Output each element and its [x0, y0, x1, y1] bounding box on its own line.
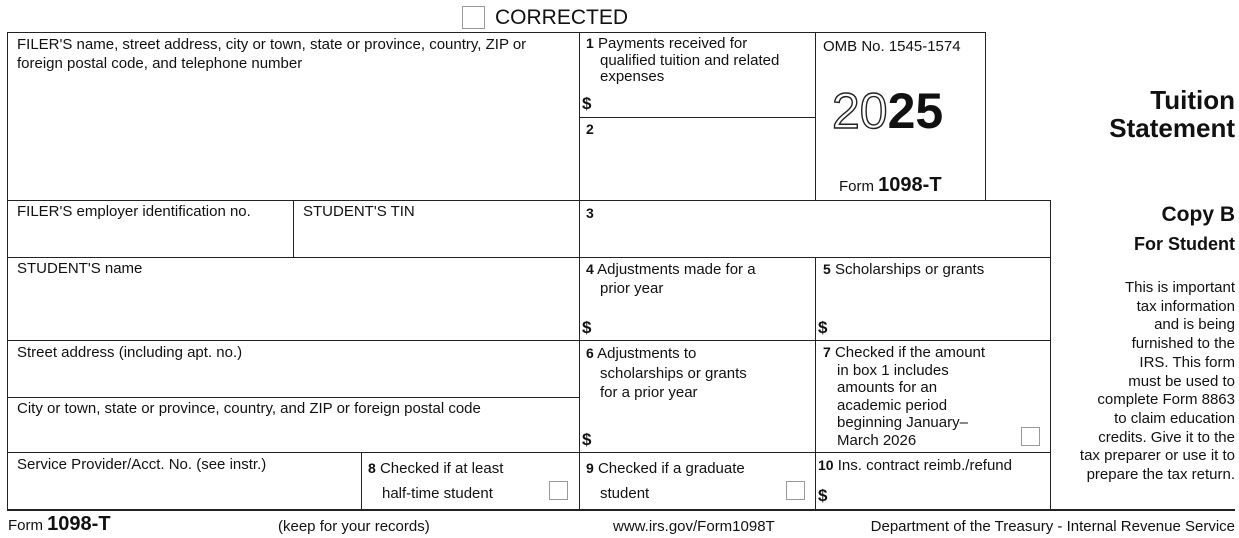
omb-right-border — [985, 32, 986, 200]
box7-number: 7 — [823, 344, 831, 360]
col2-right-border-bottom — [815, 257, 816, 509]
box1-line1: Payments received for — [597, 35, 748, 52]
form-title — [1109, 86, 1235, 142]
ein-tin-divider — [293, 200, 294, 257]
box7-label — [823, 344, 985, 449]
box10-label — [818, 456, 1012, 475]
form-title-line2: Statement — [1109, 113, 1235, 143]
box8-line2: half-time student — [382, 485, 493, 502]
box4-number: 4 — [586, 261, 594, 277]
box6-line3: for a prior year — [600, 384, 698, 401]
footer-keep-note: (keep for your records) — [278, 518, 430, 535]
box4-line1: Adjustments made for a — [597, 261, 756, 278]
box10-line1: Ins. contract reimb./refund — [837, 457, 1012, 474]
box1-label — [586, 35, 779, 86]
form-title-line1: Tuition — [1150, 85, 1235, 115]
copy-notice — [1050, 279, 1235, 485]
box8-checkbox[interactable] — [549, 481, 568, 500]
student-city-label: City or town, state or province, country, and ZIP or foreign postal code — [17, 400, 481, 417]
box4-line2: prior year — [600, 280, 664, 297]
tax-year-light: 20 — [832, 83, 888, 139]
box10-number: 10 — [818, 457, 834, 473]
omb-form-id — [839, 174, 942, 198]
omb-form-number: 1098-T — [878, 174, 942, 196]
box9-label — [586, 456, 745, 506]
copy-notice-line: must be used to — [1128, 372, 1235, 390]
box2-number: 2 — [586, 121, 594, 137]
box1-bottom-border — [579, 117, 815, 118]
street-bottom-border — [7, 397, 579, 398]
copy-notice-line: This is important — [1124, 279, 1235, 296]
box7-line3: amounts for an — [837, 379, 938, 396]
box5-label — [823, 260, 984, 279]
copy-notice-line: furnished to the — [1131, 335, 1235, 353]
row4-bottom-border — [7, 452, 1050, 453]
student-tin-label: STUDENT'S TIN — [303, 203, 415, 220]
form-left-border — [7, 32, 8, 509]
service-box8-divider — [361, 452, 362, 509]
box8-label — [368, 456, 503, 506]
copy-subtitle: For Student — [1134, 234, 1235, 254]
box7-line2: in box 1 includes — [837, 361, 949, 379]
footer-form-id — [8, 513, 111, 537]
row3-bottom-border — [7, 340, 1050, 341]
row2-bottom-border — [7, 257, 1050, 258]
box5-number: 5 — [823, 261, 831, 277]
form-bottom-border — [7, 509, 1235, 511]
box10-dollar: $ — [818, 486, 828, 505]
box1-number: 1 — [586, 35, 594, 51]
copy-notice-line: tax information — [1136, 297, 1235, 315]
omb-form-prefix: Form — [839, 178, 874, 195]
copy-notice-line: and is being — [1154, 316, 1235, 334]
filer-ein-label: FILER'S employer identification no. — [17, 203, 251, 220]
box4-dollar: $ — [582, 318, 592, 337]
box1-dollar: $ — [582, 94, 592, 113]
footer-url[interactable]: www.irs.gov/Form1098T — [613, 518, 775, 535]
footer-form-prefix: Form — [8, 517, 43, 534]
service-provider-label: Service Provider/Acct. No. (see instr.) — [17, 456, 267, 473]
footer-form-number: 1098-T — [47, 513, 111, 535]
tax-year — [832, 84, 943, 138]
box6-label — [586, 344, 747, 403]
corrected-checkbox[interactable] — [462, 6, 485, 29]
student-name-label: STUDENT'S name — [17, 260, 143, 277]
copy-notice-line: IRS. This form — [1139, 353, 1235, 371]
row1-bottom-border — [7, 200, 1050, 201]
copy-notice-line: credits. Give it to the — [1098, 428, 1235, 446]
copy-notice-line: prepare the tax return. — [1086, 466, 1235, 484]
copy-notice-line: to claim education — [1114, 409, 1235, 427]
box1-line3: expenses — [600, 68, 665, 85]
box9-line1: Checked if a graduate — [597, 460, 745, 477]
corrected-label: CORRECTED — [495, 6, 629, 29]
box4-label — [586, 260, 756, 298]
box8-number: 8 — [368, 460, 376, 476]
box3-number: 3 — [586, 205, 594, 221]
omb-number: OMB No. 1545-1574 — [823, 38, 961, 55]
form-top-border — [7, 32, 985, 33]
box9-line2: student — [600, 485, 650, 502]
box6-dollar: $ — [582, 430, 592, 449]
box8-line1: Checked if at least — [379, 460, 504, 477]
footer-department: Department of the Treasury - Internal Revenue Service — [870, 518, 1235, 535]
box6-line1: Adjustments to — [597, 345, 697, 362]
student-street-label: Street address (including apt. no.) — [17, 344, 243, 361]
col2-right-border-top — [815, 32, 816, 200]
copy-notice-line: complete Form 8863 — [1097, 391, 1235, 409]
box7-line5: beginning January– — [837, 414, 968, 431]
box7-checkbox[interactable] — [1021, 427, 1040, 446]
copy-notice-line: tax preparer or use it to — [1079, 447, 1235, 465]
box9-checkbox[interactable] — [786, 481, 805, 500]
box9-number: 9 — [586, 460, 594, 476]
filer-name-label-line1: FILER'S name, street address, city or town, state or province, country, ZIP or — [17, 36, 527, 53]
box7-line1: Checked if the amount — [834, 344, 986, 361]
col1-right-border — [579, 32, 580, 509]
box6-line2: scholarships or grants — [600, 364, 747, 382]
tax-year-bold: 25 — [887, 83, 944, 139]
box6-number: 6 — [586, 345, 594, 361]
box5-dollar: $ — [818, 318, 828, 337]
box7-line4: academic period — [837, 396, 948, 414]
box1-line2: qualified tuition and related — [600, 51, 780, 69]
copy-title: Copy B — [1161, 203, 1235, 226]
box7-line6: March 2026 — [837, 431, 917, 449]
filer-name-label-line2: foreign postal code, and telephone number — [17, 55, 303, 72]
box5-line1: Scholarships or grants — [834, 261, 985, 278]
